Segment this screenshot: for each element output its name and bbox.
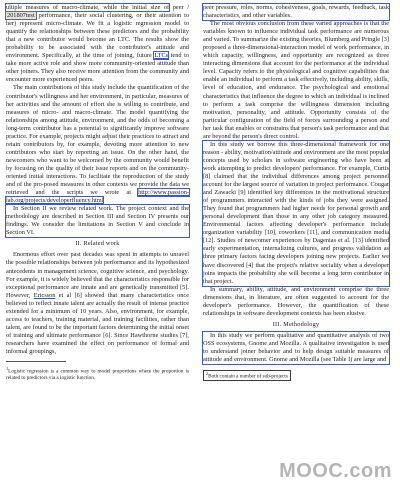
footnote-text: Logistic regression is a common way to model proportions where the proportion is related to predictors via a logistic function. [6,368,189,382]
footnote-box-text: Both contain a number of sub-projects [208,373,288,380]
section-heading-methodology: III. Methodology [272,320,320,328]
left-para-3[interactable]: In Section II we review related work. The project context and the methodology are described in Section III and Section IV presents our findings. We consider the limitations in Section V and conclude in Section VI. [6,205,189,237]
footnote-box-container [203,370,389,381]
text-fragment: The main contributions of this study include the quantification of the contributor's willingness and her environment, in particular, measures of her activities and the amount of effort she is willing to contribute, and measures of micro- and macro-climate. The model quantifying the relationships among attitude, environment, and the odds of becoming a long-term contributor has a potential to significantly improve software practice. For example, projects might adjust their practices to attract and retain contributors by, for example, devoting more attention to new contributors who start by reporting an issue. On the other hand, the newcomers who want to be welcomed by the community would benefit by focusing on the quality of their issue reports and on the community-oriented initial interactions. To facilitate the reproduction of the study and of the pro-posed measures in other contexts we provide the data we retrieved and the scripts we wrote at [6,84,189,197]
footnote: $^1$Logistic regression is a common way to model proportions where the proportion is related to predictors via a logistic function. [6,366,189,382]
project-url-link[interactable]: http://www.passion-lab.org/projects/developerfluency.html [6,189,189,205]
text-fragment: their attention to her) represent micro-climate. We fit a logistic regression model to quantify the relationships between these predictors and the probability that a new contributor would become an LTC. The results show the probability to be associated with the contributor's attitude and environment. Specifically, at the time of joining, future [6,12,189,60]
left-para-1 [6,4,189,84]
highlighted-term[interactable]: 201807test [7,12,35,20]
right-column [203,4,389,381]
text-fragment: et al [6] showed that many characteristics once believed to reflect innate talent are actually the result of intense practice extended for a minimum of 10 years. Also, environment, for example, access to teachers, training material, and training facilities, rather than talent, are found to be the important factors determining the initial onset of training and ultimate performance [6]. Since Hawthorne studies [7], researchers have examined the effect on performance of formal and informal groupings, [6,291,189,355]
text-fragment[interactable]: ultiple measures of macro-climate, while the initial size of [6,4,170,11]
text-fragment: peer / [172,4,189,11]
right-para-2: The most obvious conclusion from these varied approaches is that the variables known to influence individual task performance are numerous and varied. To summarize the existing theories, Blumberg and Pringle [3] proposed a three-dimensional-interaction model of work performance, in which capacity, willingness, and opportunity are recognized as three interacting dimensions that account for the performance at the individual level. Capacity refers to the physiological and cognitive capabilities that enable an individual to perform a task effectively, including ability, skills, level of education, and endurance. The psychological and emotional characteristics that influence the degree to which an individual is inclined to perform a task comprise the willingness dimension including motivation, personality, and attitude. Opportunity consists of the particular configuration of the field of forces surrounding a person and her task that enables or constrains that person's task performance and that are beyond the person's direct control. [203,20,389,140]
text-fragment: tend to take more active role and show more community-oriented attitude than other joiners. They also receive more attention from the community and encounter more experienced peers. [6,52,189,84]
left-para-2 [6,84,189,205]
footnote-rule [6,361,66,362]
text-fragment: performance, their social clustering, or [35,12,142,20]
footnote-box: $^2$Both contain a number of sub-projects [203,370,291,381]
watermark-logo: MOOC.com [279,460,392,482]
left-column [6,4,189,382]
right-para-5[interactable]: In this study we perform qualitative and quantitative analysis of two OSS ecosystems, Gnome and Mozilla. A qualitative investigation is used to understand joiner behavior and to help design suitable measures of attitude and environment. Gnome and Mozilla (see Table I) are large and [203,331,389,364]
right-para-1[interactable]: peer pressure, roles, norms, cohesiveness, goals, rewards, feedback, task characteristics, and other variables. [203,4,389,20]
text-fragment: Enormous effort over past decades was spent in attempts to unravel the possible relationships between job performance and its hypothesized antecedents in management science, cognitive science, and psychology. For example, it is widely believed that the characteristics responsible for exceptional performance are innate and are genetically transmitted [5]. However, [6,251,189,299]
spellcheck-word-ltcs[interactable]: LTCs [154,52,169,60]
right-para-3[interactable]: In this study we borrow this three-dimensional framework for one reason - ability, motivation/attitude and environment are the most popular concepts used by scholars in software engineering who have been at work attempting to predict developers' performance. For example, Curtis [8] claimed that the individual differences among project personnel account for the largest source of variation in project performance. Cougar and Zawacki [9] identified key differences in the motivational structure of programmers interacted with the kinds of jobs they were assigned. They found that programmers had higher needs for personal growth and personal development than those in any other job category measured. Environmental factors affecting developer's performance include organization variability [10], coworkers [11], and communication media [12]. Studies of newcomer experiences by Dagenias et al. [13] identified early experimentation, internalizing cultures, and progress validation as three primary factors facing developers joining new projects. Earlier we have discovered [4] that the project's relative sociality when a developer joins impacts the probability she will become a long term contributor in that project. [203,140,389,285]
right-para-4: In summary, ability, attitude, and environment comprise the three dimensions that, in literature, are often suggested to account for the developer's performance. However, the quantification of these relationships in software development contexts has been elusive. [203,285,389,317]
spellcheck-word-ericsson[interactable]: Ericsson [33,291,56,299]
section-heading-related-work: II. Related work [75,240,120,248]
left-para-4 [6,251,189,356]
